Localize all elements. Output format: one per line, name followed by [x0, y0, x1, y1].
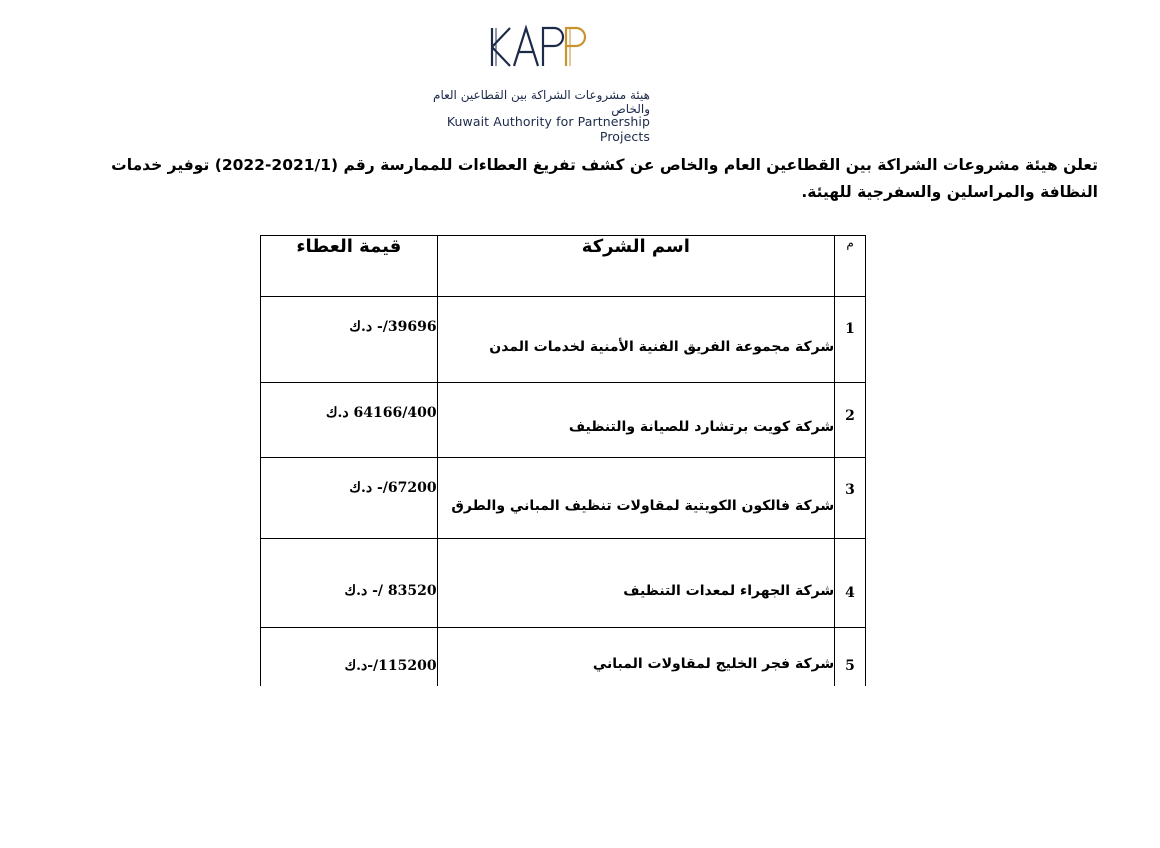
table-row [261, 628, 866, 686]
page-header [0, 0, 1160, 144]
row-number: 3 [845, 482, 855, 498]
org-name-english: Kuwait Authority for Partnership Projects [446, 114, 650, 144]
company-name: شركة كويت برتشارد للصيانة والتنظيف [568, 419, 835, 435]
bid-value: 115200/-د.ك [344, 658, 437, 674]
row-number: 2 [845, 408, 855, 424]
header-number: م [835, 236, 866, 297]
org-name-arabic: هيئة مشروعات الشراكة بين القطاعين العام والخاص [433, 88, 650, 116]
row-number: 5 [845, 658, 855, 674]
row-number: 1 [845, 321, 855, 337]
table-row [261, 458, 866, 539]
bid-value: 83520 /- د.ك [344, 583, 437, 599]
row-number: 4 [845, 585, 855, 601]
table-row [261, 297, 866, 383]
kapp-logo [488, 24, 588, 70]
company-name: شركة فالكون الكويتية لمقاولات تنظيف المباني والطرق [451, 498, 835, 514]
bid-value: 39696/- د.ك [349, 319, 437, 335]
bid-value: 67200/- د.ك [349, 480, 437, 496]
header-company-name: اسم الشركة [437, 236, 835, 297]
header-bid-value: قيمة العطاء [261, 236, 438, 297]
table-header-row [261, 236, 866, 297]
tender-results-table [260, 235, 866, 686]
company-name: شركة الجهراء لمعدات التنظيف [623, 583, 835, 599]
table-row [261, 383, 866, 458]
bid-value: 64166/400 د.ك [326, 405, 437, 421]
announcement-text: تعلن هيئة مشروعات الشراكة بين القطاعين العام والخاص عن كشف تفريغ العطاءات للممارسة رقم (2021/1-2022) توفير خدمات النظافة والمراسلين والسفرجية للهيئة. [111, 156, 1098, 201]
company-name: شركة مجموعة الفريق الفنية الأمنية لخدمات المدن [489, 339, 835, 355]
company-name: شركة فجر الخليج لمقاولات المباني [592, 656, 835, 672]
table-row [261, 539, 866, 628]
